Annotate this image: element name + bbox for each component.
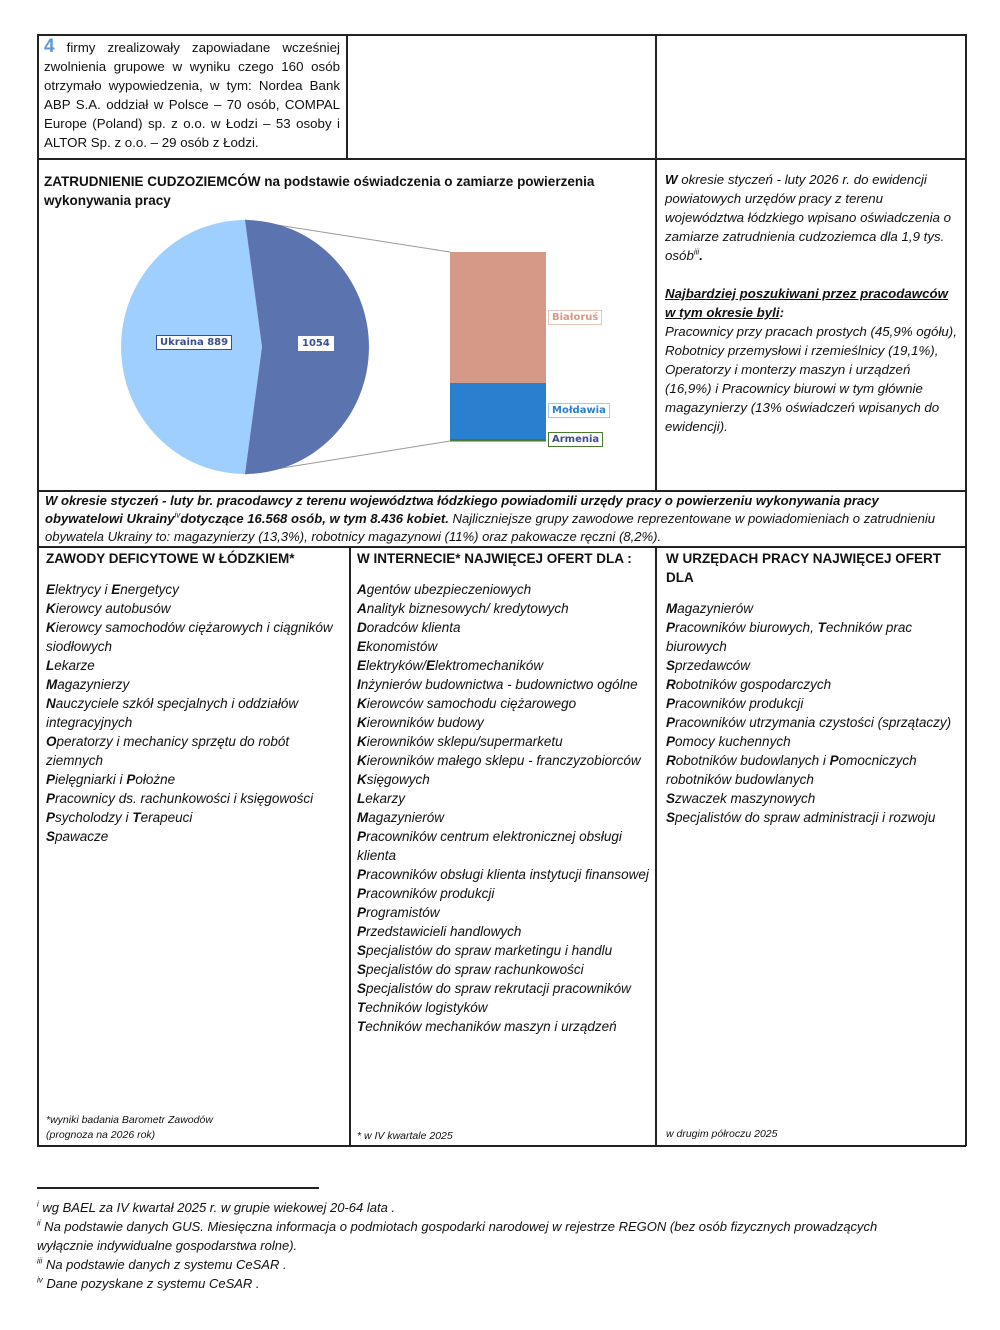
occupation-list <box>46 580 344 846</box>
occupation-list <box>357 580 653 1036</box>
column-footnote: w drugim półroczu 2025 <box>666 1128 778 1140</box>
list-item: Techników logistyków <box>357 1000 488 1015</box>
label-bialorus: Białoruś <box>548 310 602 325</box>
list-item: Specjalistów do spraw administracji i rozwoju <box>666 810 936 825</box>
footnotes <box>37 1198 937 1293</box>
list-item: Lekarzy <box>357 791 406 806</box>
footnote-2: $^{ii}$ Na podstawie danych GUS. Miesięczna informacja o podmiotach gospodarki narodowej w rejestrze REGON (bez osób fizycznych prowadzących wyłącznie indywidualne gospodarstwa rolne). <box>37 1218 878 1253</box>
list-item: Pracowników produkcji <box>666 696 804 711</box>
list-item: Kierowcy samochodów ciężarowych i ciągników siodłowych <box>46 620 333 654</box>
column-labour-office-offers <box>666 549 962 827</box>
list-item: Robotników gospodarczych <box>666 677 832 692</box>
list-item: Przedstawicieli handlowych <box>357 924 522 939</box>
sought-heading: Najbardziej poszukiwani przez pracodawców w tym okresie byli <box>665 286 948 320</box>
empty-cell-2 <box>348 36 654 158</box>
list-item: Ekonomistów <box>357 639 438 654</box>
list-item: Kierowcy autobusów <box>46 601 171 616</box>
list-item: Elektrycy i Energetycy <box>46 582 179 597</box>
empty-cell-3 <box>657 36 963 158</box>
list-item: Inżynierów budownictwa - budownictwo ogólne <box>357 677 638 692</box>
list-item: Szwaczek maszynowych <box>666 791 816 806</box>
list-item: Pracowników produkcji <box>357 886 495 901</box>
list-item: Pomocy kuchennych <box>666 734 791 749</box>
list-item: Kierowców samochodu ciężarowego <box>357 696 577 711</box>
column-footnote: * w IV kwartale 2025 <box>357 1130 453 1142</box>
label-pozostale: 1054 <box>298 336 334 351</box>
column-header: W INTERNECIE* NAJWIĘCEJ OFERT DLA : <box>357 551 632 566</box>
foreigners-chart <box>40 210 652 488</box>
label-ukraina: Ukraina 889 <box>156 335 232 350</box>
layoffs-text: firmy zrealizowały zapowiadane wcześniej zwolnienia grupowe w wyniku czego 160 osób otrzymało wypowiedzenia, w tym: Nordea Bank ABP S.A. oddział w Polsce – 70 osób, COMPAL Europe (Poland) sp. z o.o. w Łodzi – 53 osoby i ALTOR Sp. z o.o. – 29 osób z Łodzi. <box>44 40 340 150</box>
layoffs-count: 4 <box>44 36 55 57</box>
list-item: Elektryków/Elektromechaników <box>357 658 544 673</box>
occupation-list <box>666 599 962 827</box>
label-moldawia: Mołdawia <box>548 403 610 418</box>
column-footnote: *wyniki badania Barometr Zawodów (prognoza na 2026 rok) <box>46 1114 213 1141</box>
footnote-1: $^i$ wg BAEL za IV kwartał 2025 r. w grupie wiekowej 20-64 lata . <box>37 1199 396 1215</box>
column-deficit-occupations <box>46 549 344 846</box>
bar-segment-bialorus <box>450 252 546 383</box>
bar-segment-moldawia <box>450 383 546 439</box>
column-header: W URZĘDACH PRACY NAJWIĘCEJ OFERT DLA <box>666 551 942 585</box>
list-item: Sprzedawców <box>666 658 751 673</box>
list-item: Psycholodzy i Terapeuci <box>46 810 193 825</box>
column-header: ZAWODY DEFICYTOWE W ŁÓDZKIEM* <box>46 551 295 566</box>
list-item: Analityk biznesowych/ kredytowych <box>357 601 569 616</box>
list-item: Kierowników sklepu/supermarketu <box>357 734 563 749</box>
list-item: Pracowników utrzymania czystości (sprzątaczy) <box>666 715 952 730</box>
bar-segment-armenia <box>450 439 546 442</box>
list-item: Pracownicy ds. rachunkowości i księgowości <box>46 791 314 806</box>
list-item: Lekarze <box>46 658 95 673</box>
layoffs-cell <box>44 37 340 152</box>
list-item: Spawacze <box>46 829 109 844</box>
list-item: Pielęgniarki i Położne <box>46 772 176 787</box>
list-item: Techników mechaników maszyn i urządzeń <box>357 1019 617 1034</box>
label-armenia: Armenia <box>548 432 603 447</box>
list-item: Doradców klienta <box>357 620 461 635</box>
column-internet-offers <box>357 549 653 1036</box>
list-item: Kierowników małego sklepu - franczyzobiorców <box>357 753 641 768</box>
list-item: Specjalistów do spraw rachunkowości <box>357 962 584 977</box>
list-item: Magazynierzy <box>46 677 130 692</box>
footnote-4: $^{iv}$ Dane pozyskane z systemu CeSAR . <box>37 1275 260 1291</box>
sought-text: Pracownicy przy pracach prostych (45,9% ogółu), Robotnicy przemysłowi i rzemieślnicy (19,1%), Operatorzy i monterzy maszyn i urządzeń (16,9%) i Pracownicy biurowi w tym głównie magazynierzy (13% oświadczeń wpisanych do ewidencji). <box>665 324 957 434</box>
list-item: Robotników budowlanych i Pomocniczych robotników budowlanych <box>666 753 917 787</box>
list-item: Magazynierów <box>666 601 754 616</box>
ukraine-notice: W okresie styczeń - luty br. pracodawcy z terenu województwa łódzkiego powiadomili urzędy pracy o powierzeniu wykonywania pracy obywatelowi Ukrainy$^{iv}$dotyczące 16.568 osób, w tym 8.436 kobiet. Najliczniejsze grupy zawodowe reprezentowane w powiadomieniach o zatrudnieniu obywatela Ukrainy to: magazynierzy (13,3%), robotnicy magazynowi (11%) oraz pakowacze ręczni (8,2%). <box>45 493 936 544</box>
list-item: Księgowych <box>357 772 430 787</box>
list-item: Operatorzy i mechanicy sprzętu do robót ziemnych <box>46 734 290 768</box>
list-item: Nauczyciele szkół specjalnych i oddziałów integracyjnych <box>46 696 299 730</box>
list-item: Pracowników biurowych, Techników prac biurowych <box>666 620 913 654</box>
foreigners-chart-title: ZATRUDNIENIE CUDZOZIEMCÓW na podstawie oświadczenia o zamiarze powierzenia wykonywania pracy <box>44 174 595 208</box>
foreigners-summary: W okresie styczeń - luty 2026 r. do ewidencji powiatowych urzędów pracy z terenu województwa łódzkiego wpisano oświadczenia o zamiarze zatrudnienia cudzoziemca dla 1,9 tys. osób$^{iii}$. <box>665 172 952 263</box>
list-item: Magazynierów <box>357 810 445 825</box>
footnote-separator <box>37 1187 319 1189</box>
list-item: Pracowników centrum elektronicznej obsługi klienta <box>357 829 622 863</box>
sought-workers: Najbardziej poszukiwani przez pracodawców w tym okresie byli: Pracownicy przy pracach prostych (45,9% ogółu), Robotnicy przemysłowi i rzemieślnicy (19,1%), Operatorzy i monterzy maszyn i urządzeń (16,9%) i Pracownicy biurowi w tym głównie magazynierzy (13% oświadczeń wpisanych do ewidencji). <box>665 286 957 434</box>
list-item: Pracowników obsługi klienta instytucji finansowej <box>357 867 649 882</box>
list-item: Specjalistów do spraw marketingu i handlu <box>357 943 613 958</box>
list-item: Agentów ubezpieczeniowych <box>357 582 532 597</box>
list-item: Programistów <box>357 905 440 920</box>
list-item: Specjalistów do spraw rekrutacji pracowników <box>357 981 631 996</box>
list-item: Kierowników budowy <box>357 715 484 730</box>
footnote-3: $^{iii}$ Na podstawie danych z systemu CeSAR . <box>37 1256 287 1272</box>
